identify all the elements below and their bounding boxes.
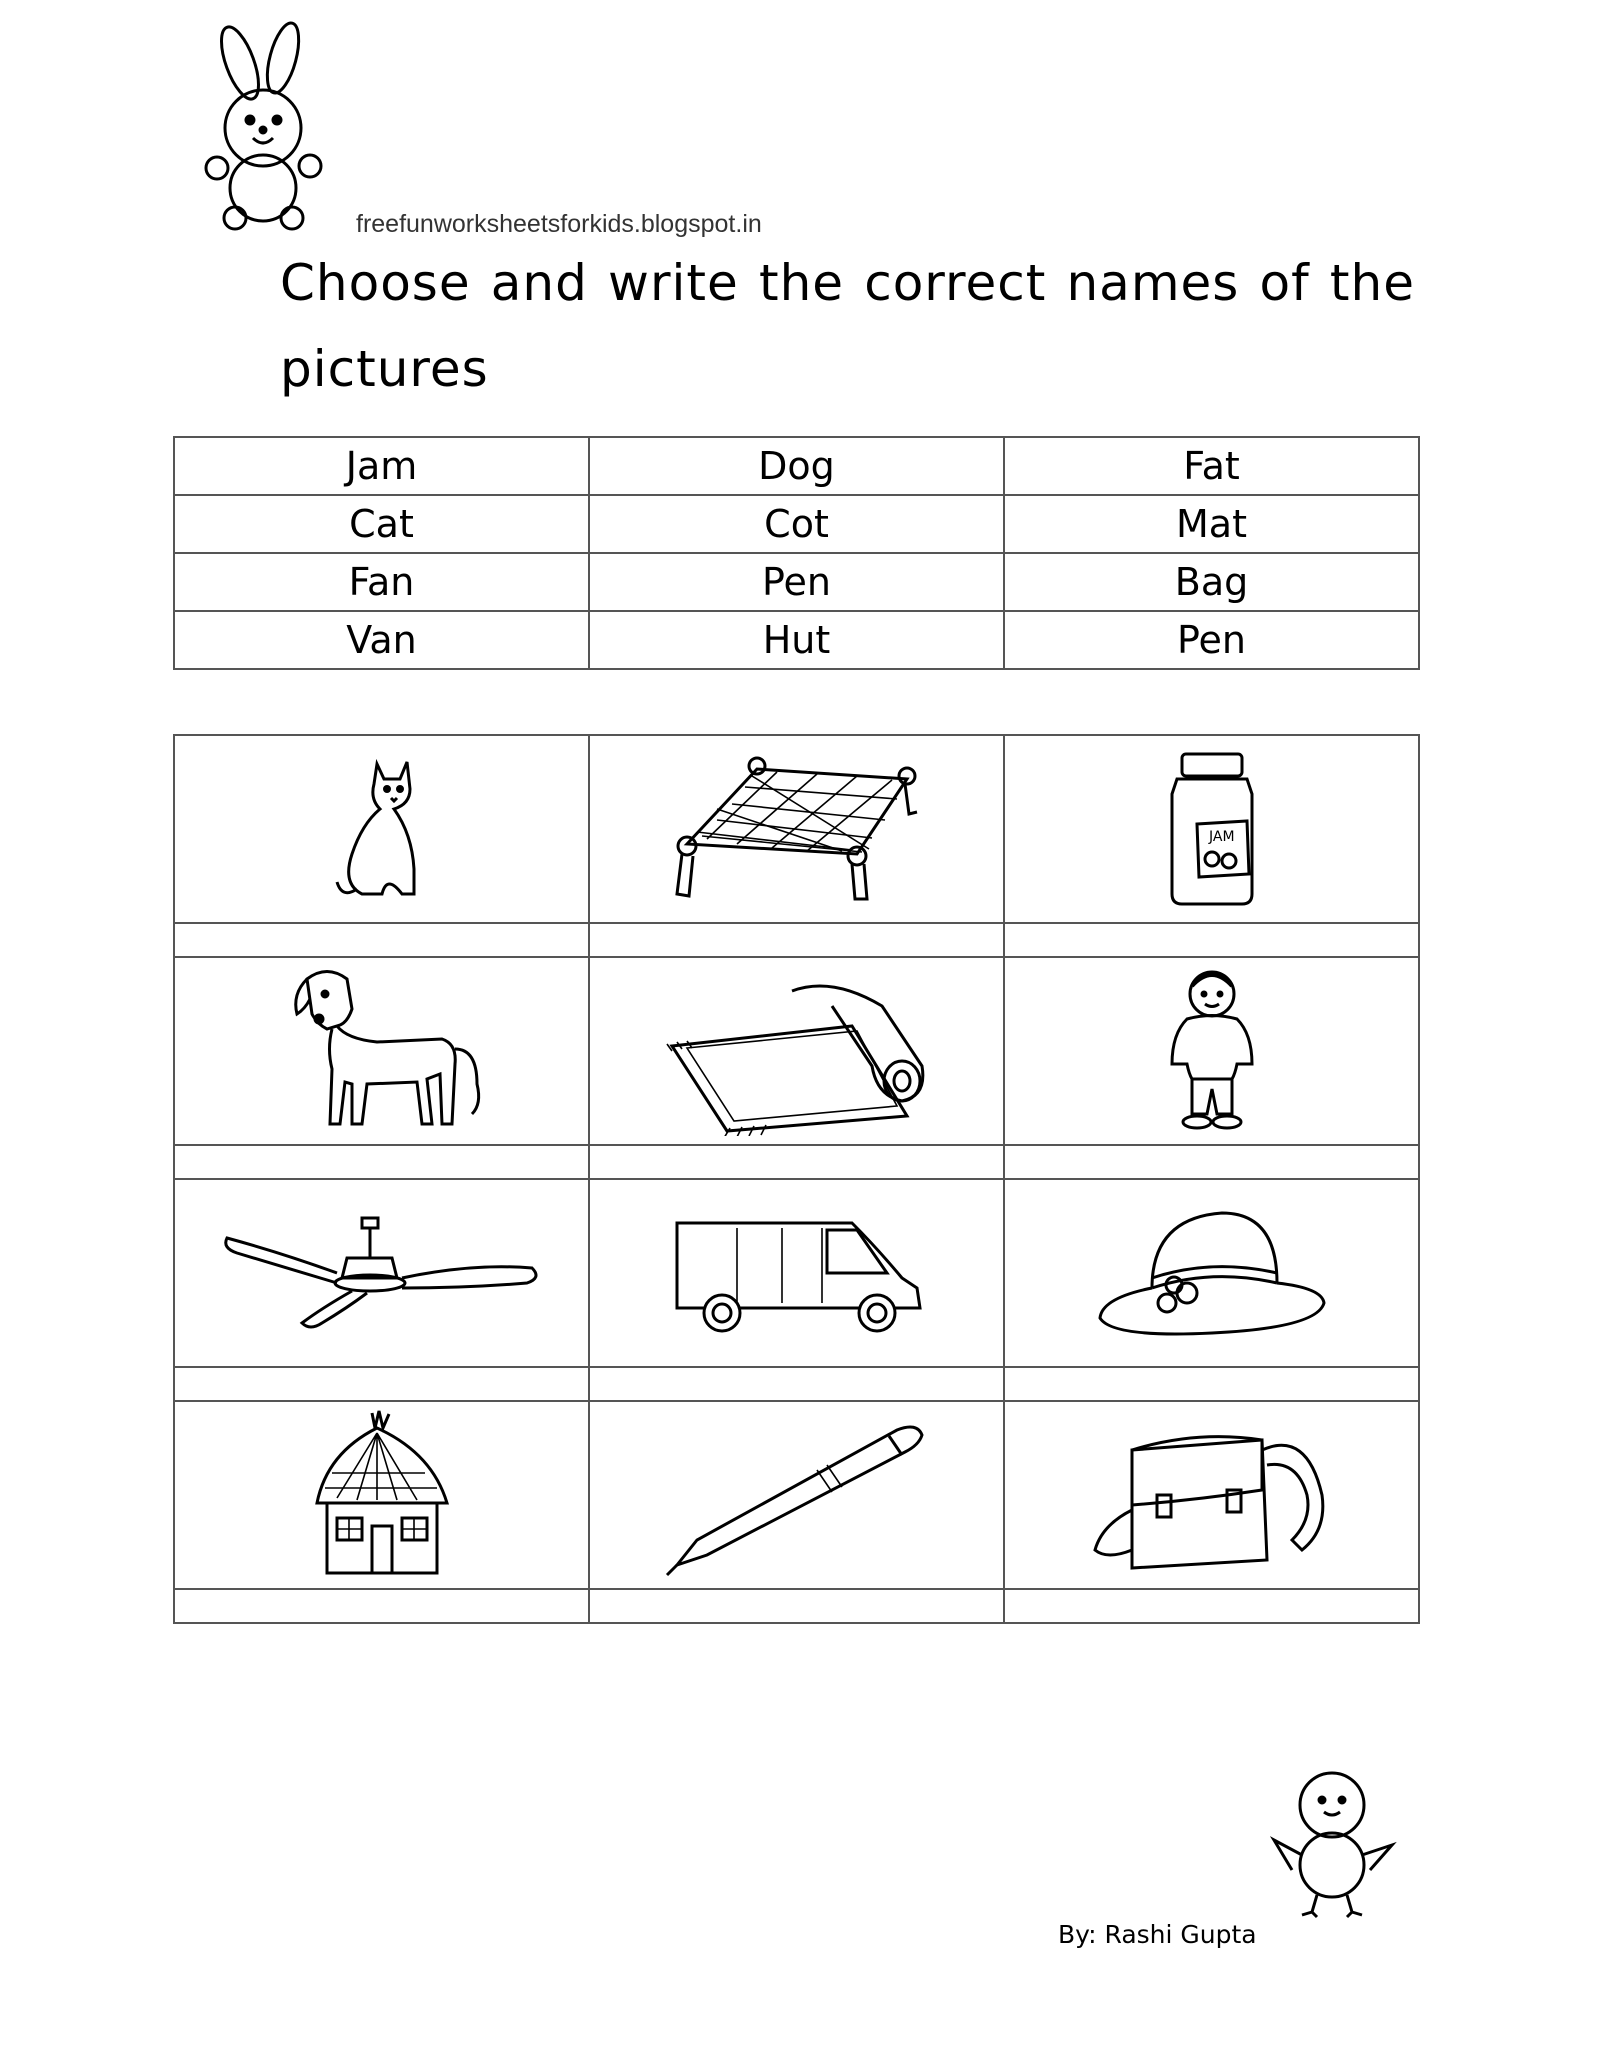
answer-row [174,1589,1419,1623]
picture-cell [174,1179,589,1367]
jar-label: JAM [1208,829,1235,845]
jam-jar-icon [1157,749,1267,909]
fat-boy-icon [1157,964,1267,1139]
answer-blank[interactable] [1004,923,1419,957]
word-cell: Bag [1004,553,1419,611]
word-cell: Cat [174,495,589,553]
picture-row [174,735,1419,923]
pen-icon [657,1410,937,1580]
hat-icon [1092,1208,1332,1338]
chick-illustration [1262,1760,1402,1920]
picture-cell [589,1179,1004,1367]
picture-cell [174,1401,589,1589]
picture-cell [174,957,589,1145]
word-cell: Mat [1004,495,1419,553]
picture-row [174,957,1419,1145]
word-cell: Fan [174,553,589,611]
table-row [174,495,1419,553]
van-icon [662,1208,932,1338]
picture-row [174,1401,1419,1589]
word-cell: Jam [174,437,589,495]
answer-blank[interactable] [1004,1589,1419,1623]
hut-icon [307,1408,457,1583]
table-row [174,553,1419,611]
answer-row [174,1367,1419,1401]
fan-icon [222,1213,542,1333]
word-cell: Van [174,611,589,669]
bag-icon [1087,1410,1337,1580]
answer-blank[interactable] [174,1145,589,1179]
word-cell: Hut [589,611,1004,669]
picture-cell [1004,735,1419,923]
mat-icon [652,966,942,1136]
picture-cell [589,1401,1004,1589]
word-cell: Fat [1004,437,1419,495]
table-row [174,611,1419,669]
word-cell: Pen [1004,611,1419,669]
answer-blank[interactable] [589,1367,1004,1401]
picture-cell [1004,957,1419,1145]
answer-blank[interactable] [589,1145,1004,1179]
picture-cell [589,957,1004,1145]
answer-blank[interactable] [589,923,1004,957]
word-cell: Dog [589,437,1004,495]
answer-blank[interactable] [589,1589,1004,1623]
cat-icon [332,754,432,904]
picture-table [173,734,1420,1624]
bunny-illustration [195,18,350,233]
answer-row [174,923,1419,957]
instruction-heading: Choose and write the correct names of the pictures [280,254,1415,398]
word-cell: Pen [589,553,1004,611]
answer-blank[interactable] [174,1589,589,1623]
site-url: freefunworksheetsforkids.blogspot.in [356,210,762,238]
answer-blank[interactable] [174,923,589,957]
answer-row [174,1145,1419,1179]
author-byline: By: Rashi Gupta [1058,1920,1257,1949]
picture-cell [174,735,589,923]
answer-blank[interactable] [174,1367,589,1401]
word-bank-table [173,436,1420,670]
picture-cell [589,735,1004,923]
picture-row [174,1179,1419,1367]
dog-icon [277,964,487,1139]
word-cell: Cot [589,495,1004,553]
answer-blank[interactable] [1004,1367,1419,1401]
table-row [174,437,1419,495]
answer-blank[interactable] [1004,1145,1419,1179]
picture-cell [1004,1401,1419,1589]
cot-icon [657,754,937,904]
picture-cell [1004,1179,1419,1367]
